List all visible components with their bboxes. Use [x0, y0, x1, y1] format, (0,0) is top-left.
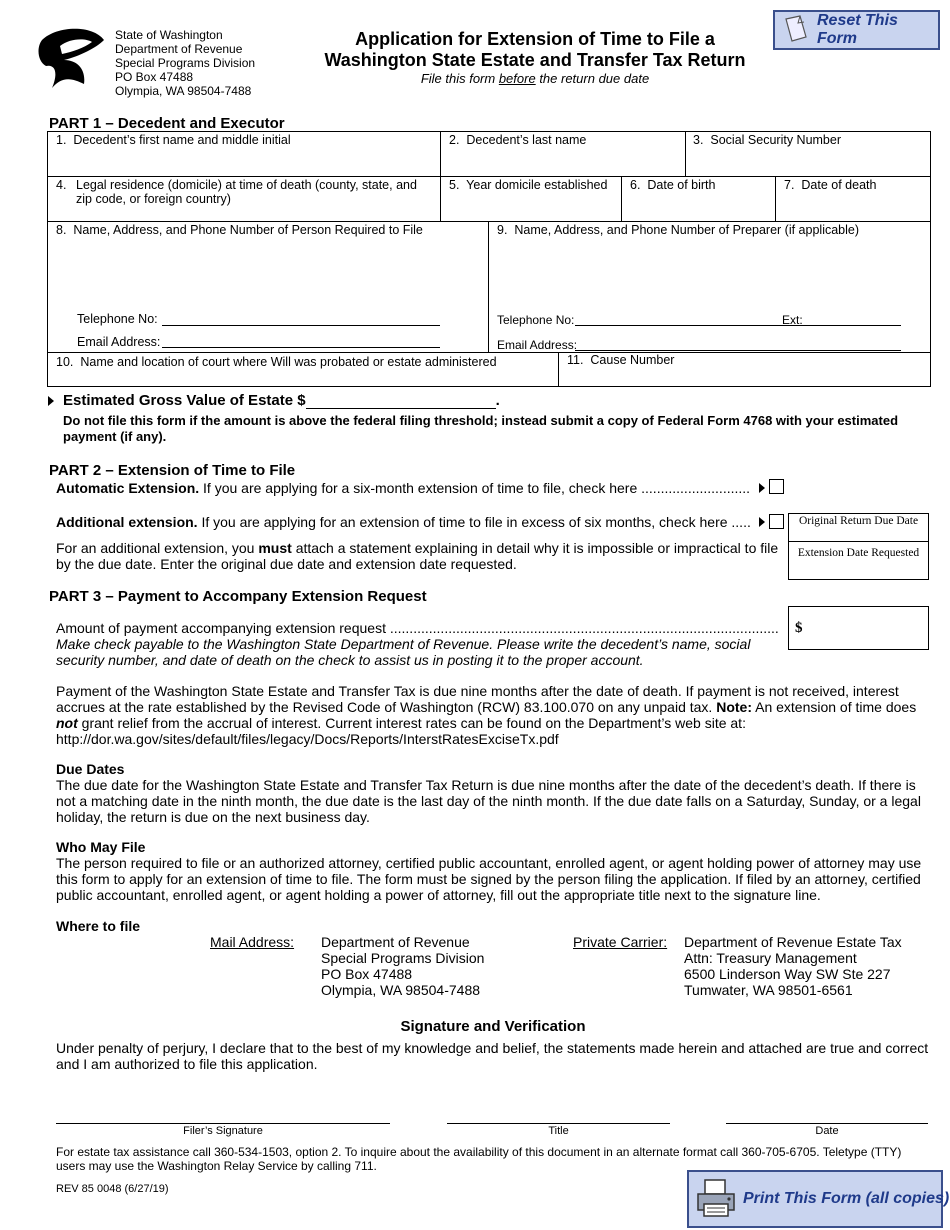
private-carrier-address: Department of Revenue Estate Tax Attn: Treasury Management 6500 Linderson Way SW Ste 227 Tumwater, WA 98501-6561 — [684, 934, 902, 998]
assistance-text: For estate tax assistance call 360-534-1503, option 2. To inquire about the availability of this document in an alternate format call 360-705-6705. Teletype (TTY) users may use the Washington Relay Service by calling 711. — [56, 1145, 902, 1173]
extension-date-requested-label: Extension Date Requested — [797, 547, 920, 559]
form-title-line1: Application for Extension of Time to File a — [355, 29, 715, 49]
automatic-extension-text: Automatic Extension. If you are applying for a six-month extension of time to file, check here ............................ — [56, 480, 751, 496]
preparer-ext-input[interactable] — [806, 309, 904, 327]
reset-form-button[interactable] — [773, 10, 940, 50]
signature-heading: Signature and Verification — [400, 1018, 586, 1035]
field-11-label: 11. Cause Number — [567, 353, 675, 367]
check-payable-note: Make check payable to the Washington State Department of Revenue. Please write the decedent’s name, social security number, and date of death on the check to assist us in posting it to the proper account. — [56, 636, 751, 668]
reset-form-label: Reset This Form — [817, 12, 898, 47]
date-of-birth-input[interactable] — [626, 198, 776, 220]
estimated-gross-value-label: Estimated Gross Value of Estate $ . — [63, 392, 500, 409]
document-icon — [783, 15, 809, 46]
additional-extension-checkbox[interactable] — [769, 514, 784, 529]
preparer-telephone-input[interactable] — [578, 309, 782, 327]
date-caption: Date — [815, 1125, 839, 1137]
printer-icon — [695, 1178, 737, 1221]
telephone-label: Telephone No: — [77, 312, 158, 326]
field-2-label: 2. Decedent’s last name — [449, 133, 587, 147]
part2-heading: PART 2 – Extension of Time to File — [49, 462, 296, 479]
dollar-sign: $ — [795, 620, 803, 636]
due-dates-heading: Due Dates — [56, 761, 125, 777]
preparer-telephone-label: Telephone No: — [497, 313, 575, 327]
date-of-death-input[interactable] — [780, 198, 930, 220]
date-input[interactable] — [728, 1104, 930, 1124]
email-label: Email Address: — [77, 335, 161, 349]
preparer-email-label: Email Address: — [497, 338, 578, 352]
who-may-file-heading: Who May File — [56, 839, 146, 855]
first-name-input[interactable] — [52, 152, 438, 174]
mail-address-label: Mail Address: — [210, 934, 295, 950]
field-4-label: 4. Legal residence (domicile) at time of death (county, state, and zip code, or foreign country) — [56, 178, 417, 206]
field-8-label: 8. Name, Address, and Phone Number of Person Required to File — [56, 223, 423, 237]
print-form-label: Print This Form (all copies) — [743, 1190, 950, 1207]
agency-line: Department of Revenue — [115, 42, 243, 56]
perjury-declaration: Under penalty of perjury, I declare that to the best of my knowledge and belief, the statements made herein and attached are true and correct and I am authorized to file this application. — [56, 1040, 929, 1072]
filer-signature-caption: Filer’s Signature — [183, 1125, 263, 1137]
preparer-input[interactable] — [494, 240, 928, 306]
title-input[interactable] — [449, 1104, 672, 1124]
filer-signature-input[interactable] — [58, 1104, 392, 1124]
who-may-file-text: The person required to file or an authorized attorney, certified public accountant, enrolled agent, or agent holding power of attorney may use this form to apply for an extension of time to file. The form must be signed by the person filing the application. If filed by an attorney, certified public accountant, enrolled agent, or agent holding a power of attorney, fill out the appropriate title next to the signature line. — [56, 855, 922, 903]
agency-line: Olympia, WA 98504-7488 — [115, 84, 252, 98]
automatic-extension-checkbox[interactable] — [769, 479, 784, 494]
pointer-arrow-icon — [759, 483, 765, 493]
additional-extension-text: Additional extension. If you are applying for an extension of time to file in excess of six months, check here ..... — [56, 514, 751, 530]
agency-line: PO Box 47488 — [115, 70, 194, 84]
field-9-label: 9. Name, Address, and Phone Number of Preparer (if applicable) — [497, 223, 860, 237]
preparer-email-input[interactable] — [578, 336, 904, 352]
print-form-button[interactable] — [687, 1170, 950, 1228]
field-6-label: 6. Date of birth — [630, 178, 716, 192]
court-input[interactable] — [52, 370, 558, 388]
payment-amount-input[interactable] — [808, 618, 928, 640]
part3-heading: PART 3 – Payment to Accompany Extension Request — [49, 588, 427, 605]
ext-label: Ext: — [782, 313, 803, 327]
revision-number: REV 85 0048 (6/27/19) — [56, 1183, 169, 1195]
payment-interest-paragraph: Payment of the Washington State Estate and Transfer Tax is due nine months after the date of death. If payment is not received, interest accrues at the rate established by the Revised Code of Washington (RCW) 83.100.070 on any unpaid tax. Note: An extension of time does not grant relief from the accrual of interest. Current interest rates can be found on the Department’s web site at: http://dor.wa.gov/sites/default/files/legacy/Docs/Reports/InterstRatesExciseTx.pdf — [56, 683, 917, 747]
pointer-arrow-icon — [759, 517, 765, 527]
title-caption: Title — [548, 1125, 569, 1137]
email-input[interactable] — [164, 332, 442, 349]
estimated-gross-value-input[interactable] — [316, 391, 506, 410]
agency-line: Special Programs Division — [115, 56, 256, 70]
pointer-arrow-icon — [48, 396, 54, 406]
due-dates-text: The due date for the Washington State Estate and Transfer Tax Return is due nine months after the date of the decedent’s death. If there is not a matching date in the ninth month, the due date is the last day of the ninth month. If the due date falls on a Saturday, Sunday, or a legal holiday, the return is due on the next business day. — [56, 777, 921, 825]
agency-line: State of Washington — [115, 28, 223, 42]
field-1-label: 1. Decedent’s first name and middle initial — [56, 133, 291, 147]
original-due-date-label: Original Return Due Date — [798, 515, 919, 527]
field-7-label: 7. Date of death — [784, 178, 877, 192]
mail-address: Department of Revenue Special Programs Division PO Box 47488 Olympia, WA 98504-7488 — [321, 934, 485, 998]
extension-date-requested-input[interactable] — [792, 561, 929, 579]
field-3-label: 3. Social Security Number — [693, 133, 841, 147]
where-to-file-heading: Where to file — [56, 918, 141, 934]
legal-residence-input[interactable] — [52, 204, 438, 222]
threshold-warning: Do not file this form if the amount is above the federal filing threshold; instead submit a copy of Federal Form 4768 with your estimated payment (if any). — [63, 413, 899, 444]
field-5-label: 5. Year domicile established — [449, 178, 608, 192]
private-carrier-label: Private Carrier: — [573, 934, 668, 950]
ssn-input[interactable] — [690, 152, 930, 174]
additional-extension-note: For an additional extension, you must attach a statement explaining in detail why it is impossible or impractical to file by the due date. Enter the original due date and extension date requested. — [56, 540, 779, 572]
year-domicile-input[interactable] — [445, 198, 621, 220]
person-required-to-file-input[interactable] — [54, 240, 486, 306]
part1-heading: PART 1 – Decedent and Executor — [49, 115, 285, 132]
dor-logo — [34, 26, 106, 96]
original-due-date-input[interactable] — [792, 528, 929, 542]
last-name-input[interactable] — [445, 152, 683, 174]
cause-number-input[interactable] — [563, 370, 931, 388]
field-10-label: 10. Name and location of court where Will was probated or estate administered — [56, 355, 497, 369]
telephone-input[interactable] — [164, 309, 442, 327]
amount-of-payment-label: Amount of payment accompanying extension request .................................................................................................... — [56, 620, 779, 636]
form-title-line2: Washington State Estate and Transfer Tax Return — [324, 50, 746, 70]
form-subtitle: File this form before the return due date — [420, 71, 650, 86]
